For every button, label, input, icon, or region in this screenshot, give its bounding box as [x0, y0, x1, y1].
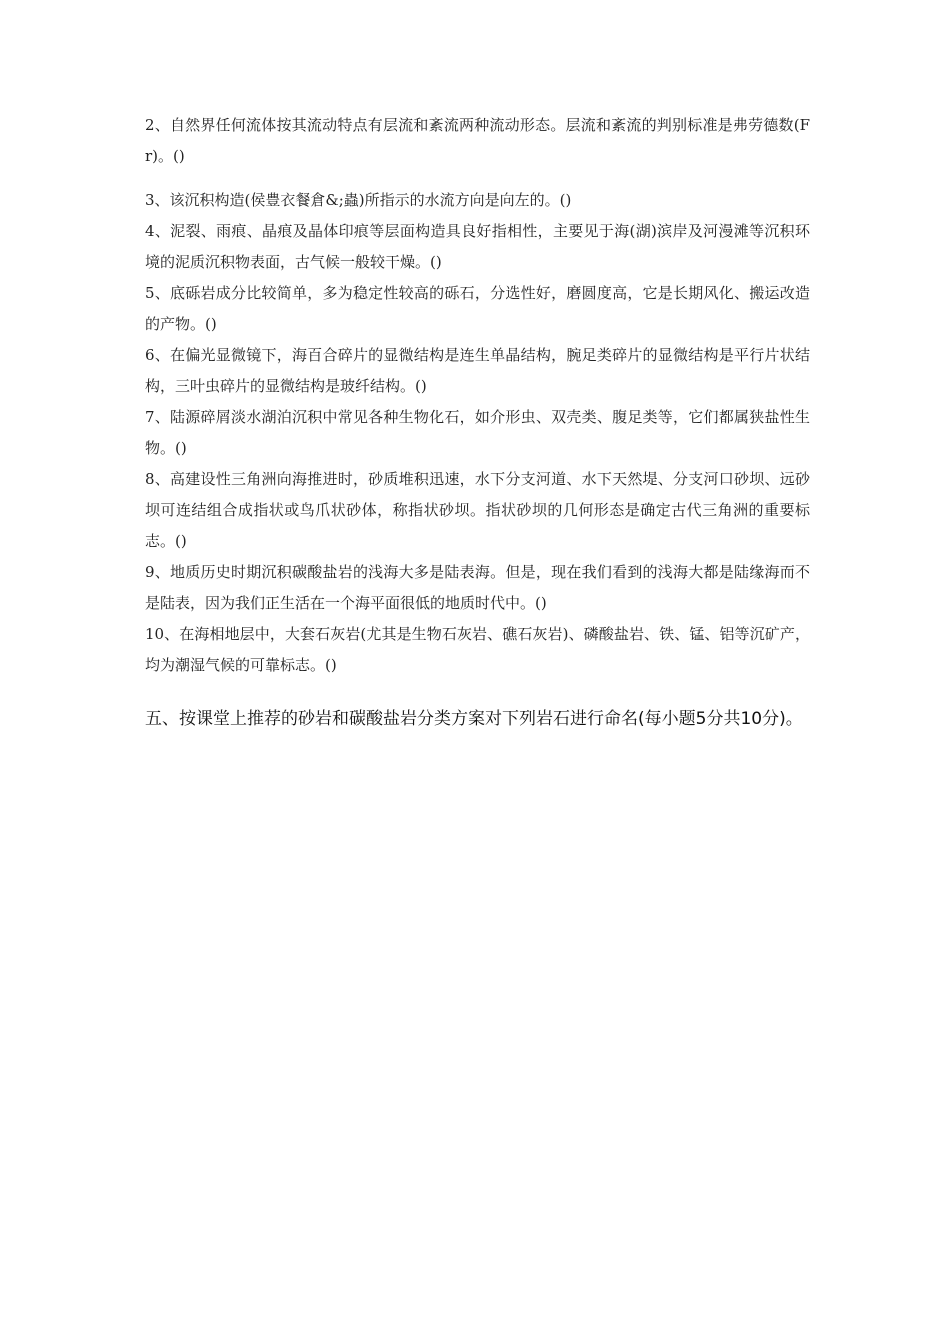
- section-5-heading: 五、按课堂上推荐的砂岩和碳酸盐岩分类方案对下列岩石进行命名(每小题5分共10分)。: [145, 709, 803, 729]
- question-9: 9、地质历史时期沉积碳酸盐岩的浅海大多是陆表海。但是，现在我们看到的浅海大都是陆缘海而不是陆表，因为我们正生活在一个海平面很低的地质时代中。(): [145, 563, 810, 612]
- question-10: 10、在海相地层中，大套石灰岩(尤其是生物石灰岩、礁石灰岩)、磷酸盐岩、铁、锰、铝等沉矿产，均为潮湿气候的可靠标志。(): [145, 625, 810, 674]
- question-2: 2、自然界任何流体按其流动特点有层流和紊流两种流动形态。层流和紊流的判别标准是弗劳德数(Fr)。(): [145, 116, 810, 165]
- true-false-questions: [145, 110, 810, 681]
- question-8: 8、高建设性三角洲向海推进时，砂质堆积迅速，水下分支河道、水下天然堤、分支河口砂坝、远砂坝可连结组合成指状或鸟爪状砂体，称指状砂坝。指状砂坝的几何形态是确定古代三角洲的重要标志。(): [145, 470, 810, 550]
- question-6: 6、在偏光显微镜下，海百合碎片的显微结构是连生单晶结构，腕足类碎片的显微结构是平行片状结构，三叶虫碎片的显微结构是玻纤结构。(): [145, 346, 810, 395]
- question-7: 7、陆源碎屑淡水湖泊沉积中常见各种生物化石，如介形虫、双壳类、腹足类等，它们都属狭盐性生物。(): [145, 408, 810, 457]
- question-4: 4、泥裂、雨痕、晶痕及晶体印痕等层面构造具良好指相性，主要见于海(湖)滨岸及河漫滩等沉积环境的泥质沉积物表面，古气候一般较干燥。(): [145, 222, 810, 271]
- question-3: 3、该沉积构造(侯豊衣餐倉&;蟲)所指示的水流方向是向左的。(): [145, 191, 572, 209]
- question-5: 5、底砾岩成分比较简单，多为稳定性较高的砾石，分选性好，磨圆度高，它是长期风化、搬运改造的产物。(): [145, 284, 810, 333]
